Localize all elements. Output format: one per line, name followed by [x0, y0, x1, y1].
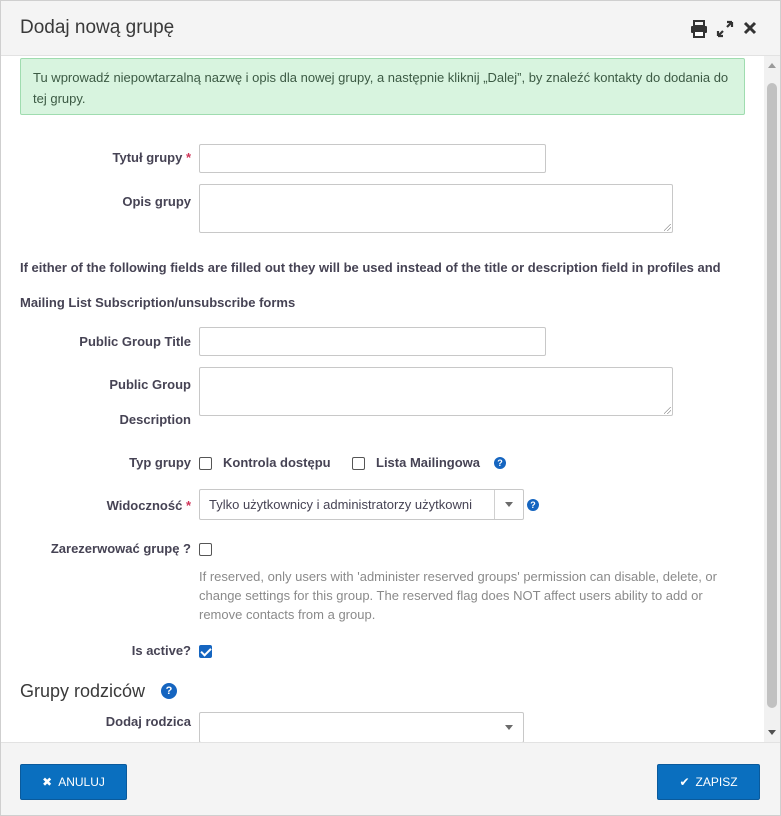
close-icon[interactable] — [741, 19, 761, 39]
reserved-group-label: Zarezerwować grupę ? — [50, 541, 191, 556]
visibility-select[interactable] — [199, 489, 524, 520]
chevron-down-icon[interactable] — [505, 725, 513, 730]
scroll-down-icon[interactable] — [768, 730, 776, 735]
help-message: Tu wprowadź niepowtarzalną nazwę i opis dla nowej grupy, a następnie kliknij „Dalej”, by znaleźć kontakty do dodania do tej grupy. — [20, 58, 745, 115]
public-group-description-textarea[interactable] — [199, 367, 673, 416]
print-icon[interactable] — [689, 19, 709, 39]
access-control-option-label: Kontrola dostępu — [223, 455, 331, 470]
chevron-down-icon[interactable] — [505, 502, 513, 507]
group-description-textarea[interactable] — [199, 184, 673, 233]
dialog-footer — [1, 742, 780, 815]
dialog-titlebar — [1, 1, 780, 56]
cancel-button-label: ANULUJ — [58, 775, 105, 789]
public-group-description-label-2: Description — [119, 412, 191, 427]
add-parent-label: Dodaj rodzica — [105, 714, 191, 729]
cancel-button[interactable] — [20, 764, 127, 800]
public-fields-note-line1: If either of the following fields are filled out they will be used instead of the title or description field in profiles and — [20, 260, 721, 275]
parent-groups-heading: Grupy rodziców — [20, 681, 146, 701]
public-group-description-label-1: Public Group — [109, 377, 191, 392]
vertical-scrollbar[interactable] — [764, 56, 780, 742]
add-parent-select[interactable] — [199, 712, 524, 742]
reserved-group-description: If reserved, only users with 'administer reserved groups' permission can disable, delete, or change settings for this group. The reserved flag does NOT affect users ability to add or remove contacts from a group. — [199, 569, 717, 622]
resize-handle-icon[interactable] — [664, 224, 671, 231]
help-icon[interactable]: ? — [527, 499, 539, 511]
help-icon[interactable]: ? — [161, 683, 177, 699]
is-active-checkbox[interactable] — [199, 645, 212, 658]
dialog-title: Dodaj nową grupę — [20, 17, 175, 38]
check-icon: ✔ — [679, 775, 690, 789]
group-title-input[interactable] — [199, 144, 546, 173]
resize-handle-icon[interactable] — [664, 407, 671, 414]
close-icon: ✖ — [42, 775, 53, 789]
scrollbar-thumb[interactable] — [767, 83, 777, 708]
save-button-label: ZAPISZ — [695, 775, 738, 789]
required-mark: * — [185, 150, 191, 165]
group-type-label: Typ grupy — [129, 455, 191, 470]
select-divider — [494, 490, 495, 519]
reserved-group-checkbox[interactable] — [199, 543, 212, 556]
help-icon[interactable]: ? — [494, 457, 506, 469]
group-description-label: Opis grupy — [122, 194, 191, 209]
mailing-list-checkbox[interactable] — [352, 457, 365, 470]
dialog-content — [1, 56, 764, 742]
visibility-selected-value: Tylko użytkownicy i administratorzy użytkowni — [209, 497, 472, 512]
group-title-label: Tytuł grupy * — [112, 150, 191, 165]
access-control-checkbox[interactable] — [199, 457, 212, 470]
required-mark: * — [185, 498, 191, 513]
public-group-title-label: Public Group Title — [79, 334, 191, 349]
visibility-label: Widoczność * — [106, 498, 191, 513]
expand-icon[interactable] — [715, 19, 735, 39]
public-fields-note-line2: Mailing List Subscription/unsubscribe forms — [20, 295, 296, 310]
save-button[interactable] — [657, 764, 760, 800]
scroll-up-icon[interactable] — [768, 63, 776, 68]
mailing-list-option-label: Lista Mailingowa — [376, 455, 481, 470]
is-active-label: Is active? — [131, 643, 191, 658]
public-group-title-input[interactable] — [199, 327, 546, 356]
